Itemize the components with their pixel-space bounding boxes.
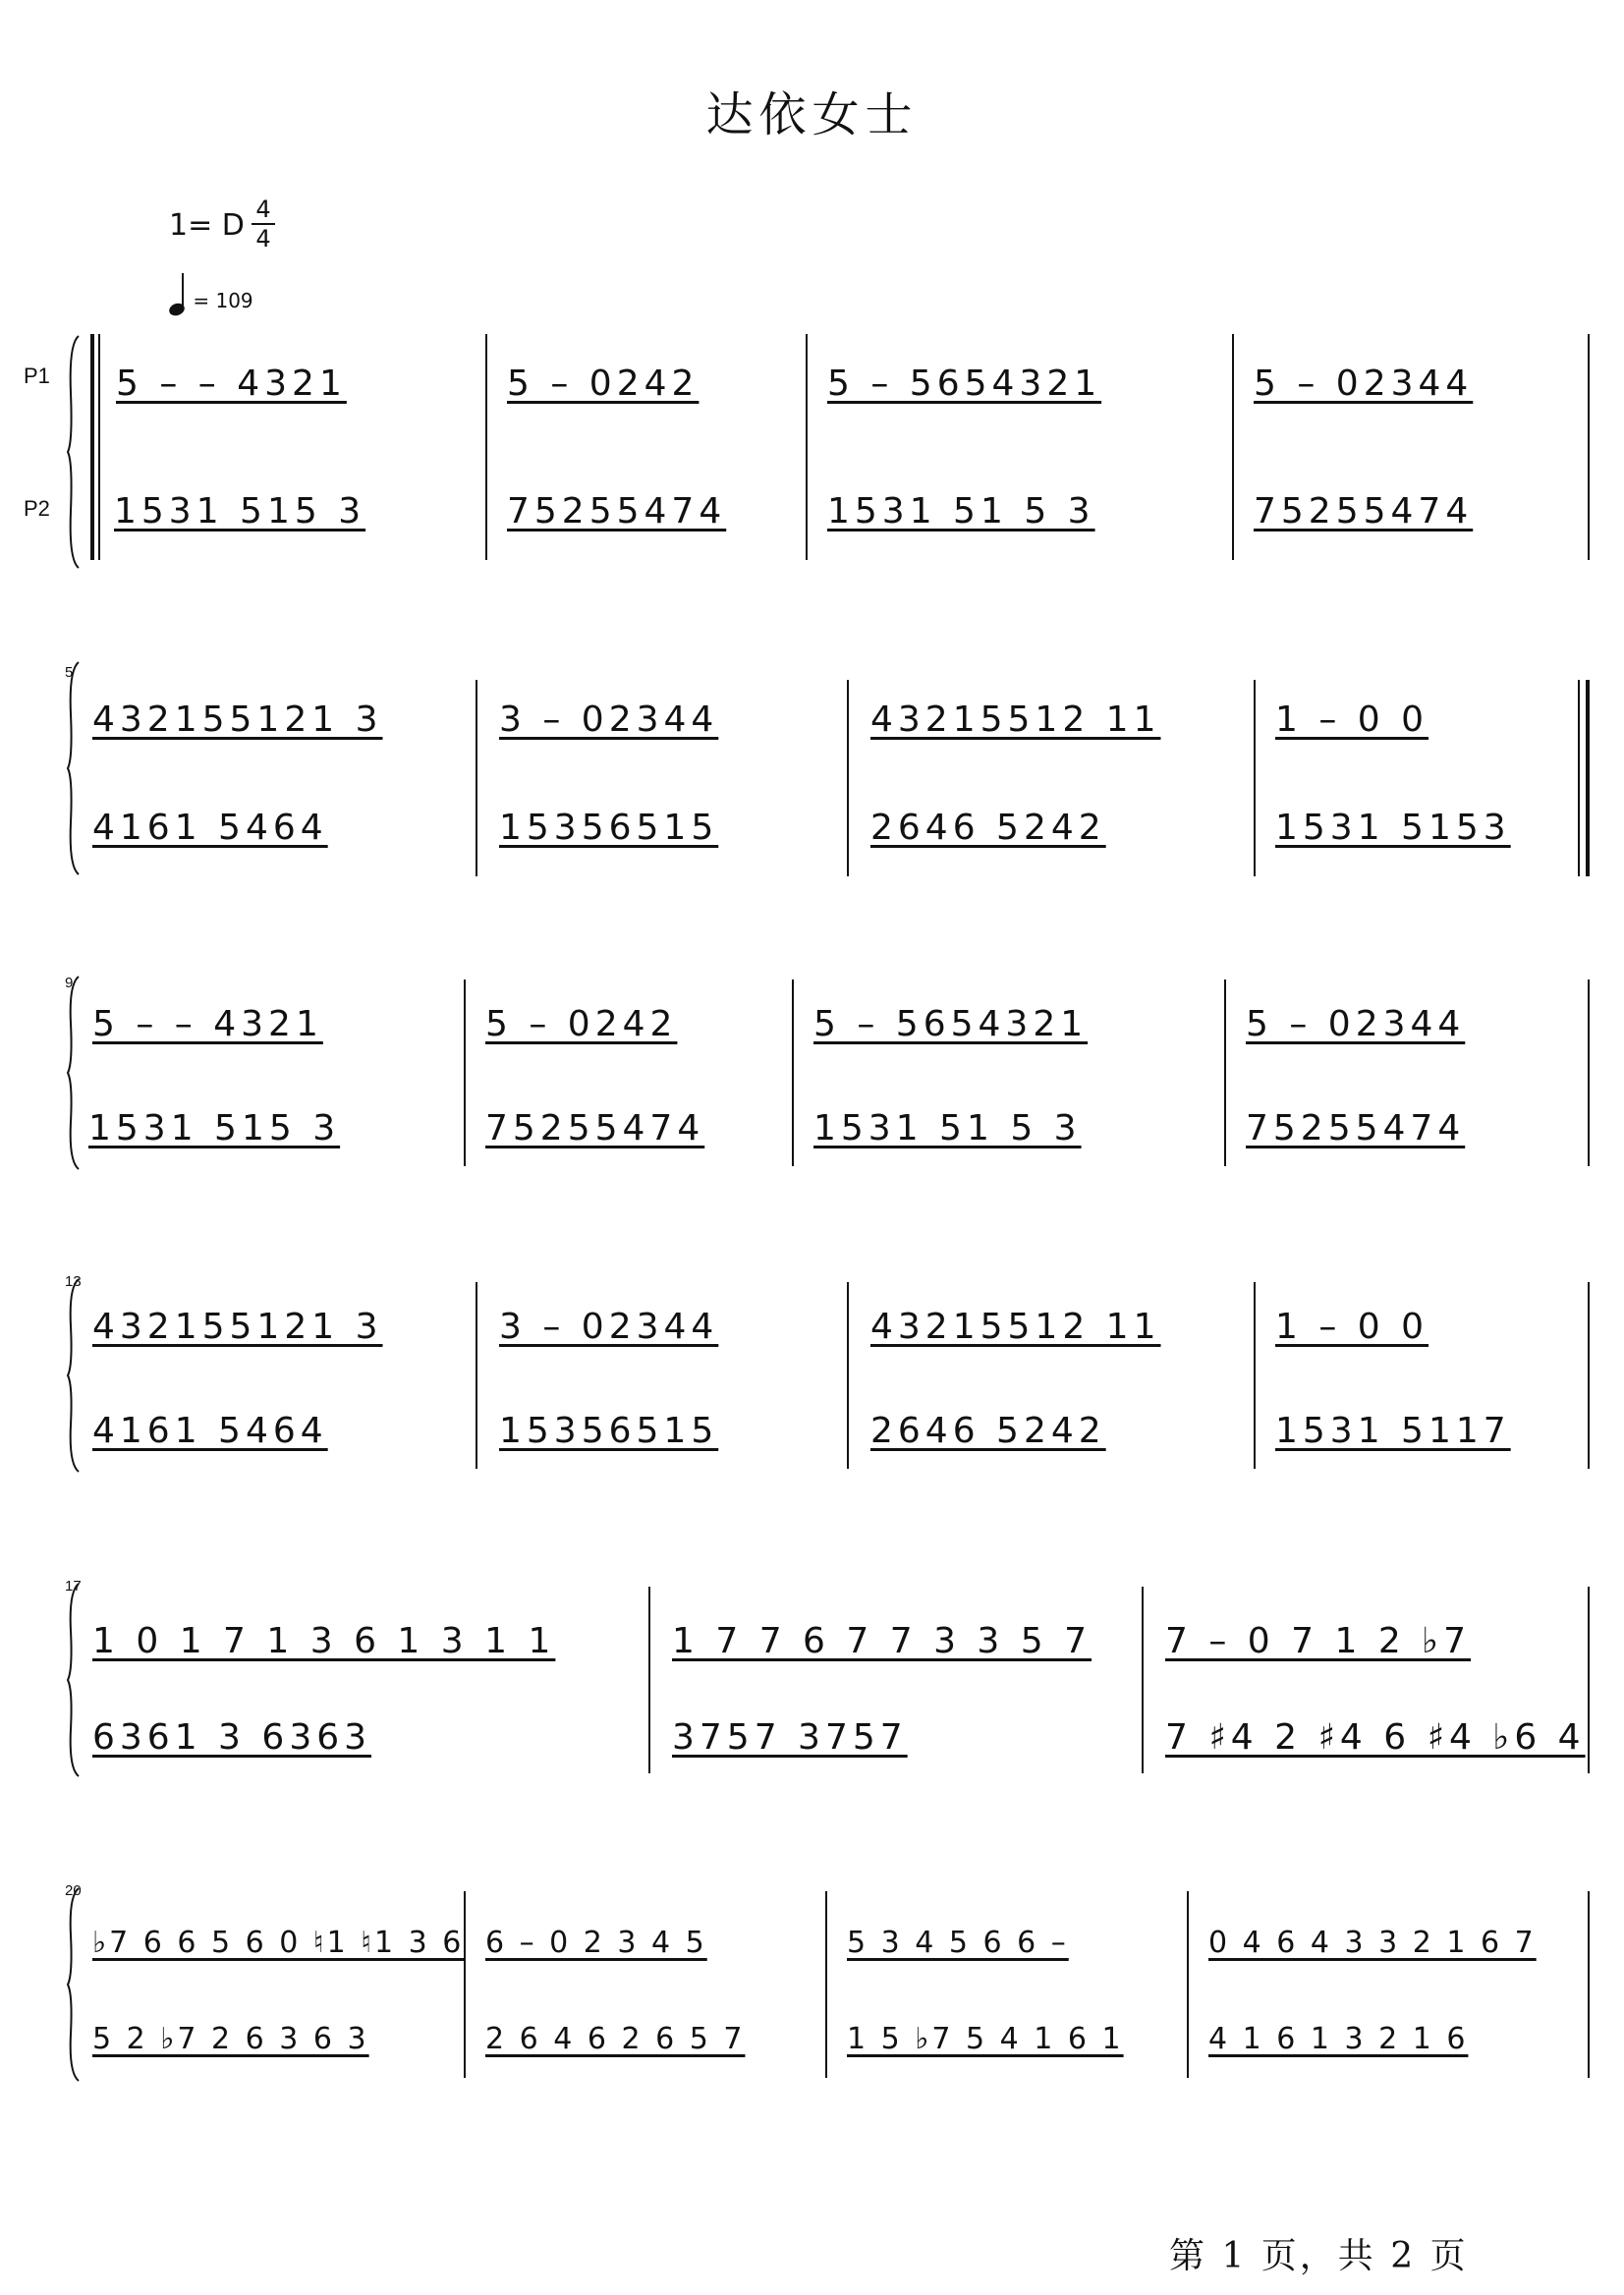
tempo-marking xyxy=(169,279,253,312)
part-label-p2: P2 xyxy=(24,496,50,521)
barline xyxy=(847,1282,849,1469)
barline xyxy=(476,680,477,876)
lower-measure: 4161 5464 xyxy=(92,1411,328,1451)
upper-measure: 1 – 0 0 xyxy=(1275,700,1429,740)
double-barline xyxy=(1578,680,1580,876)
lower-measure: 2646 5242 xyxy=(870,1411,1106,1451)
time-signature-top: 4 xyxy=(255,196,271,223)
brace-icon xyxy=(67,1886,81,2083)
brace-icon xyxy=(67,334,81,570)
upper-measure: 1 – 0 0 xyxy=(1275,1307,1429,1347)
lower-measure: 15356515 xyxy=(499,808,719,848)
upper-measure: 5 – – 4321 xyxy=(92,1004,323,1044)
system-start-bar xyxy=(90,334,94,560)
system-1 xyxy=(0,334,1624,570)
lower-measure: 1531 51 5 3 xyxy=(827,491,1095,532)
lower-measure: 5 2 ♭7 2 6 3 6 3 xyxy=(92,2022,369,2056)
lower-measure: 75255474 xyxy=(1254,491,1474,532)
barline xyxy=(464,1891,466,2078)
lower-measure: 75255474 xyxy=(485,1108,705,1148)
barline xyxy=(1142,1587,1144,1773)
score-title: 达依女士 xyxy=(705,87,919,142)
upper-measure: 5 – 5654321 xyxy=(813,1004,1089,1044)
measure-number: 5 xyxy=(65,664,74,681)
barline xyxy=(476,1282,477,1469)
upper-measure: 43215512 11 xyxy=(870,700,1161,740)
barline xyxy=(825,1891,827,2078)
barline xyxy=(1232,334,1234,560)
measure-number: 20 xyxy=(65,1882,82,1899)
upper-measure: 3 – 02344 xyxy=(499,1307,719,1347)
upper-measure: 3 – 02344 xyxy=(499,700,719,740)
lower-measure: 1531 51 5 3 xyxy=(813,1108,1082,1148)
lower-measure: 15356515 xyxy=(499,1411,719,1451)
lower-measure: 75255474 xyxy=(507,491,727,532)
upper-measure: 5 – – 4321 xyxy=(116,364,347,404)
brace-icon xyxy=(67,1277,81,1474)
lower-measure: 1531 5153 xyxy=(1275,808,1511,848)
barline xyxy=(648,1587,650,1773)
barline xyxy=(1588,334,1590,560)
double-barline-thick xyxy=(1586,680,1590,876)
lower-measure: 7 ♯4 2 ♯4 6 ♯4 ♭6 4 xyxy=(1165,1717,1586,1758)
barline xyxy=(1187,1891,1189,2078)
lower-measure: 1531 515 3 xyxy=(88,1108,341,1148)
tempo-value: = 109 xyxy=(193,289,253,312)
lower-measure: 3757 3757 xyxy=(672,1717,908,1758)
barline xyxy=(1588,1587,1590,1773)
upper-measure: 0 4 6 4 3 3 2 1 6 7 xyxy=(1208,1926,1537,1960)
brace-icon xyxy=(67,1582,81,1778)
barline xyxy=(847,680,849,876)
part-label-p1: P1 xyxy=(24,364,50,388)
time-signature-bottom: 4 xyxy=(255,225,271,252)
barline xyxy=(1588,980,1590,1166)
lower-measure: 6361 3 6363 xyxy=(92,1717,372,1758)
barline xyxy=(1588,1891,1590,2078)
upper-measure: 432155121 3 xyxy=(92,700,383,740)
upper-measure: 5 – 5654321 xyxy=(827,364,1102,404)
upper-measure: 5 – 02344 xyxy=(1246,1004,1466,1044)
lower-measure: 75255474 xyxy=(1246,1108,1466,1148)
barline xyxy=(1224,980,1226,1166)
brace-icon xyxy=(67,660,81,876)
upper-measure: 5 3 4 5 6 6 – xyxy=(847,1926,1069,1960)
upper-measure: 5 – 02344 xyxy=(1254,364,1474,404)
barline xyxy=(1254,680,1256,876)
lower-measure: 4161 5464 xyxy=(92,808,328,848)
barline xyxy=(464,980,466,1166)
system-2 xyxy=(0,650,1624,886)
upper-measure: 43215512 11 xyxy=(870,1307,1161,1347)
barline xyxy=(792,980,794,1166)
time-signature xyxy=(252,196,275,252)
upper-measure: 432155121 3 xyxy=(92,1307,383,1347)
upper-measure: 1 0 1 7 1 3 6 1 3 1 1 xyxy=(92,1621,556,1661)
barline xyxy=(1254,1282,1256,1469)
system-start-thin-bar xyxy=(98,334,100,560)
lower-measure: 2646 5242 xyxy=(870,808,1106,848)
lower-measure: 2 6 4 6 2 6 5 7 xyxy=(485,2022,746,2056)
barline xyxy=(806,334,808,560)
system-3 xyxy=(0,965,1624,1181)
upper-measure: 1 7 7 6 7 7 3 3 5 7 xyxy=(672,1621,1092,1661)
lower-measure: 1 5 ♭7 5 4 1 6 1 xyxy=(847,2022,1124,2056)
system-5 xyxy=(0,1572,1624,1788)
barline xyxy=(1588,1282,1590,1469)
measure-number: 13 xyxy=(65,1273,82,1290)
system-6 xyxy=(0,1876,1624,2093)
upper-measure: 5 – 0242 xyxy=(485,1004,678,1044)
key-signature: 1= D xyxy=(169,208,245,243)
lower-measure: 4 1 6 1 3 2 1 6 xyxy=(1208,2022,1469,2056)
note-stem-icon xyxy=(182,273,184,307)
brace-icon xyxy=(67,975,81,1171)
measure-number: 17 xyxy=(65,1578,82,1595)
upper-measure: 5 – 0242 xyxy=(507,364,700,404)
measure-number: 9 xyxy=(65,975,74,991)
page-footer: 第 1 页，共 2 页 xyxy=(1169,2236,1469,2276)
barline xyxy=(485,334,487,560)
upper-measure: 7 – 0 7 1 2 ♭7 xyxy=(1165,1621,1472,1661)
lower-measure: 1531 5117 xyxy=(1275,1411,1511,1451)
lower-measure: 1531 515 3 xyxy=(114,491,366,532)
upper-measure: 6 – 0 2 3 4 5 xyxy=(485,1926,707,1960)
system-4 xyxy=(0,1267,1624,1483)
upper-measure: ♭7 6 6 5 6 0 ♮1 ♮1 3 6 xyxy=(92,1926,465,1960)
